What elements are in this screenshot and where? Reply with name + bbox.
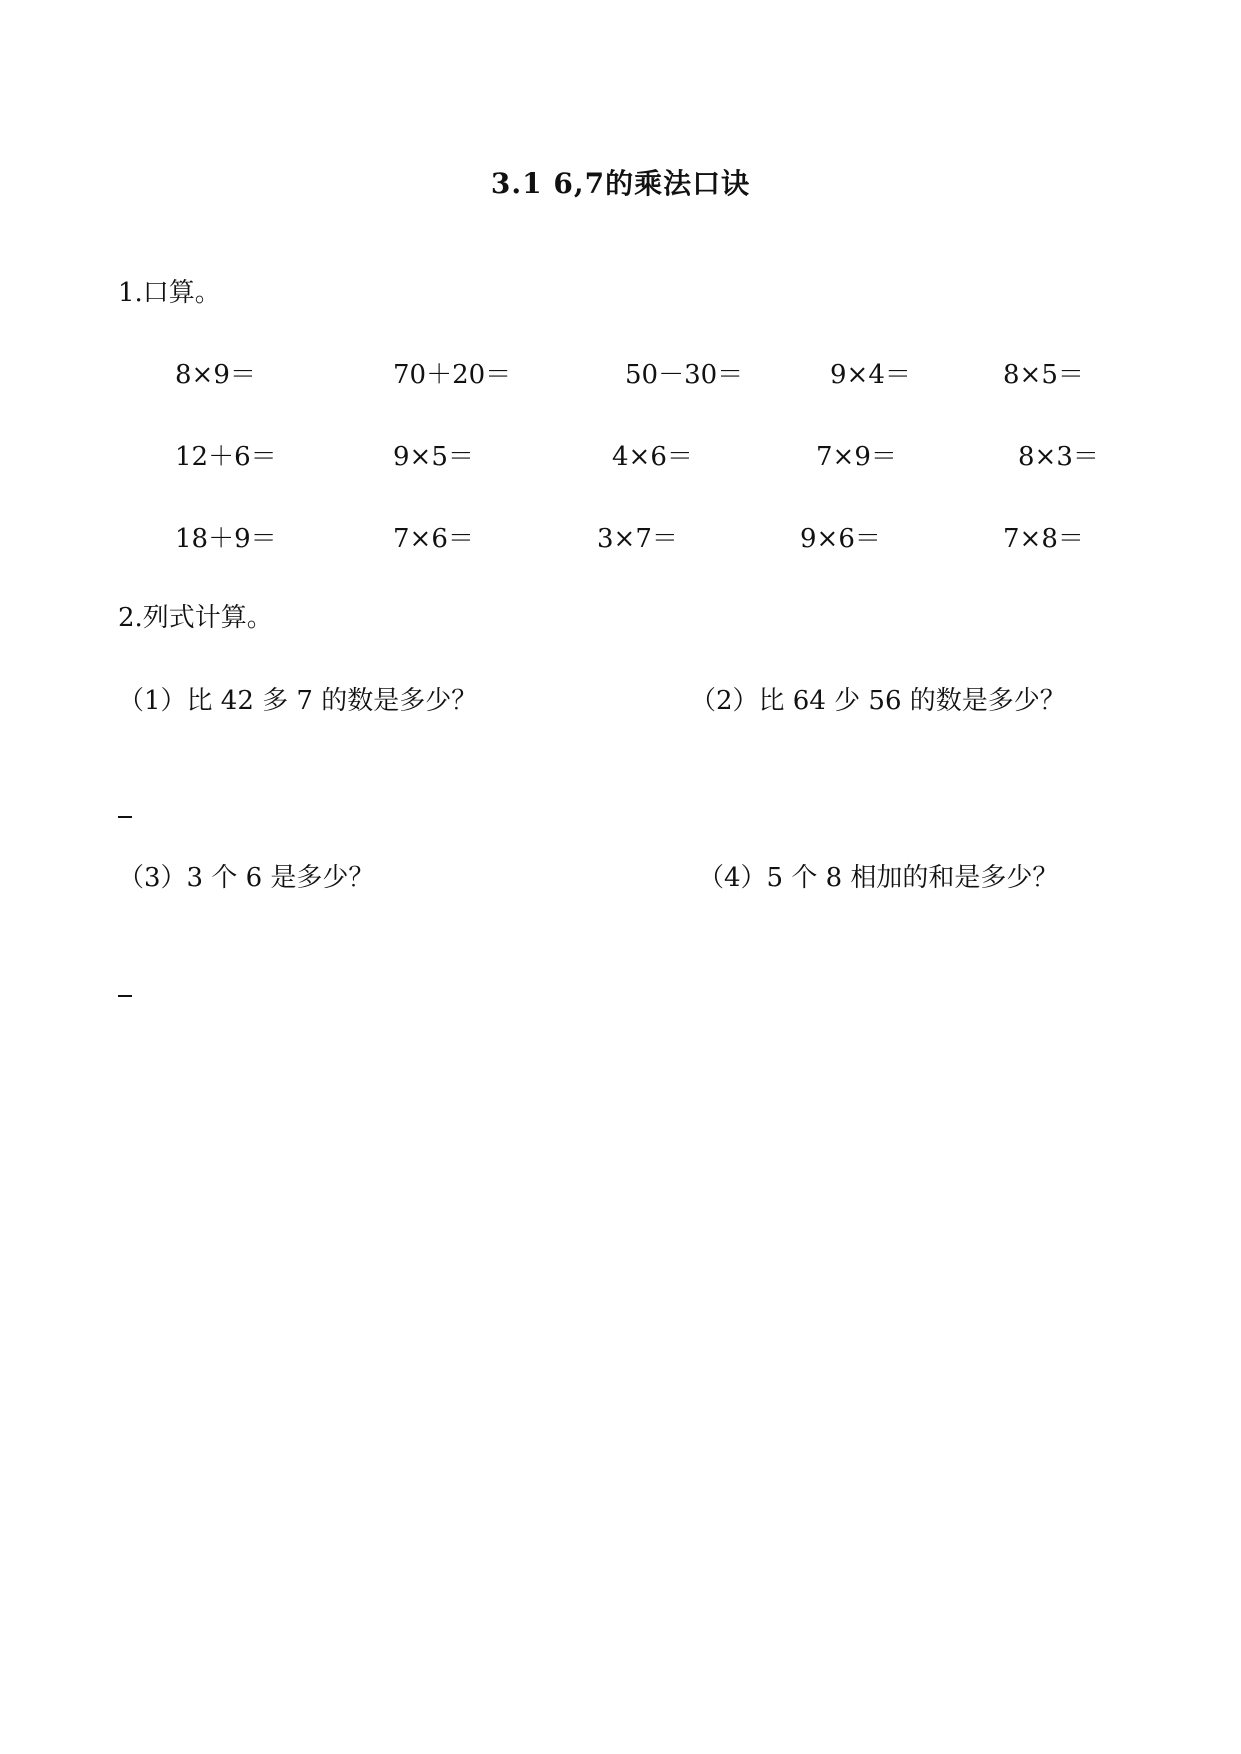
oral-calc-item: 70＋20＝: [393, 360, 512, 390]
word-problem-2: （2）比 64 少 56 的数是多少？: [690, 686, 1066, 716]
oral-calc-item: 18＋9＝: [175, 524, 277, 554]
oral-calc-item: 7×9＝: [816, 442, 897, 472]
section-1-heading: 1.口算。: [118, 278, 221, 308]
answer-line-mark: [118, 816, 132, 818]
oral-calc-row-2: [0, 436, 1241, 476]
oral-calc-item: 9×5＝: [393, 442, 474, 472]
word-problem-4: （4）5 个 8 相加的和是多少？: [698, 863, 1059, 893]
oral-calc-item: 12＋6＝: [175, 442, 277, 472]
word-problem-1: （1）比 42 多 7 的数是多少？: [118, 686, 478, 716]
oral-calc-item: 8×9＝: [175, 360, 256, 390]
page-title: 3.1 6,7的乘法口诀: [490, 167, 751, 200]
oral-calc-item: 8×3＝: [1018, 442, 1099, 472]
answer-line-mark: [118, 995, 132, 997]
oral-calc-item: 7×6＝: [393, 524, 474, 554]
oral-calc-item: 50－30＝: [625, 360, 744, 390]
oral-calc-item: 7×8＝: [1003, 524, 1084, 554]
oral-calc-row-1: [0, 354, 1241, 394]
oral-calc-item: 9×4＝: [830, 360, 911, 390]
oral-calc-item: 4×6＝: [612, 442, 693, 472]
oral-calc-item: 3×7＝: [597, 524, 678, 554]
oral-calc-item: 8×5＝: [1003, 360, 1084, 390]
oral-calc-row-3: [0, 518, 1241, 558]
section-2-heading: 2.列式计算。: [118, 603, 273, 633]
oral-calc-item: 9×6＝: [800, 524, 881, 554]
word-problem-3: （3）3 个 6 是多少？: [118, 863, 375, 893]
